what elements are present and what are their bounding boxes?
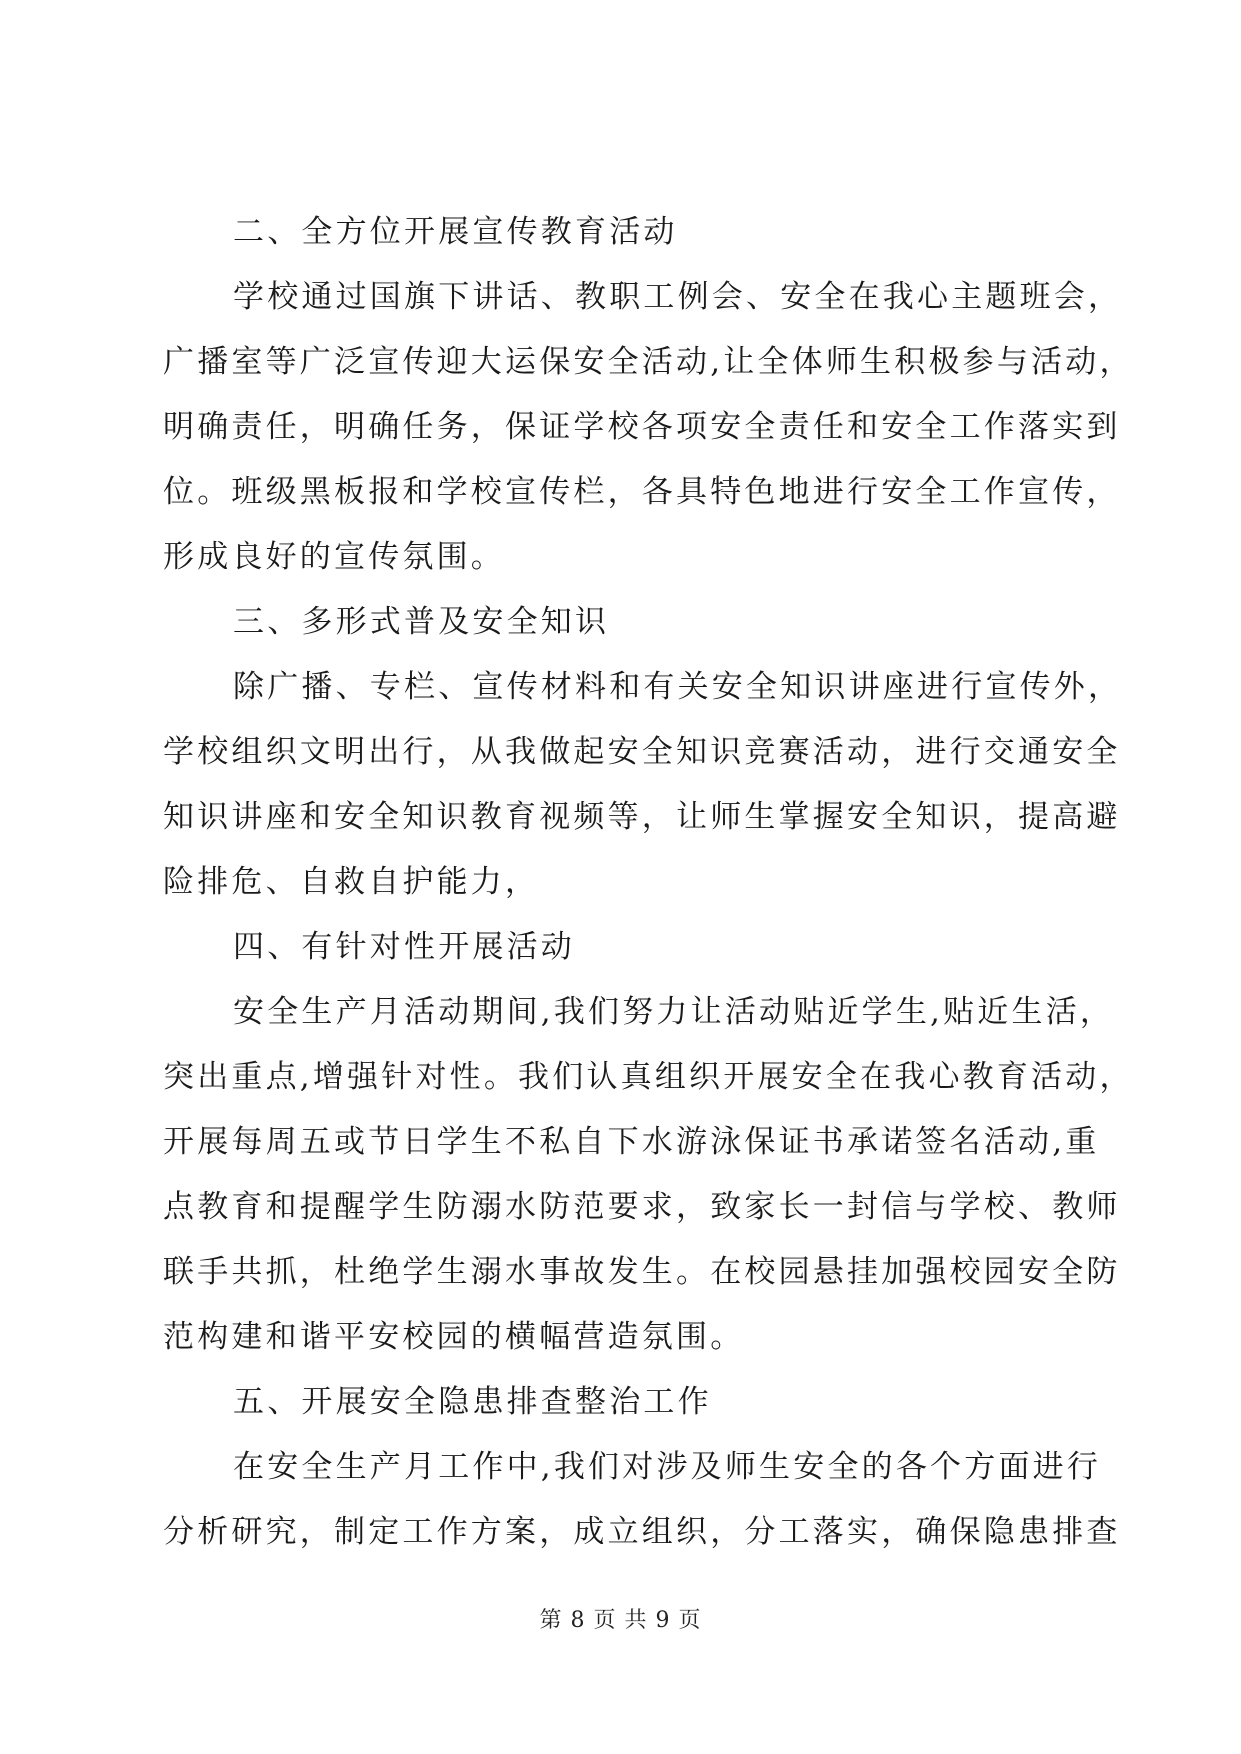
paragraph-line: 知识讲座和安全知识教育视频等，让师生掌握安全知识，提高避 [163, 799, 1121, 835]
paragraph-line: 开展每周五或节日学生不私自下水游泳保证书承诺签名活动,重 [163, 1124, 1100, 1160]
paragraph-line: 位。班级黑板报和学校宣传栏，各具特色地进行安全工作宣传， [163, 474, 1121, 510]
section-heading-4: 四、有针对性开展活动 [233, 929, 575, 965]
paragraph-line: 除广播、专栏、宣传材料和有关安全知识讲座进行宣传外， [233, 669, 1123, 705]
paragraph-line: 在安全生产月工作中,我们对涉及师生安全的各个方面进行 [233, 1449, 1102, 1485]
paragraph-line: 险排危、自救自护能力， [163, 864, 540, 900]
paragraph-line: 点教育和提醒学生防溺水防范要求，致家长一封信与学校、教师 [163, 1189, 1121, 1225]
paragraph-line: 广播室等广泛宣传迎大运保安全活动,让全体师生积极参与活动， [163, 344, 1134, 380]
paragraph-line: 形成良好的宣传氛围。 [163, 539, 505, 575]
section-heading-5: 五、开展安全隐患排查整治工作 [233, 1384, 712, 1420]
paragraph-line: 学校通过国旗下讲话、教职工例会、安全在我心主题班会， [233, 279, 1123, 315]
paragraph-line: 安全生产月活动期间,我们努力让活动贴近学生,贴近生活， [233, 994, 1115, 1030]
paragraph-line: 范构建和谐平安校园的横幅营造氛围。 [163, 1319, 745, 1355]
paragraph-line: 学校组织文明出行，从我做起安全知识竞赛活动，进行交通安全 [163, 734, 1121, 770]
page-number-footer: 第 8 页 共 9 页 [539, 1608, 702, 1633]
paragraph-line: 分析研究，制定工作方案，成立组织，分工落实，确保隐患排查 [163, 1514, 1121, 1550]
section-heading-3: 三、多形式普及安全知识 [233, 604, 610, 640]
paragraph-line: 明确责任，明确任务，保证学校各项安全责任和安全工作落实到 [163, 409, 1121, 445]
section-heading-2: 二、全方位开展宣传教育活动 [233, 214, 678, 250]
paragraph-line: 突出重点,增强针对性。我们认真组织开展安全在我心教育活动， [163, 1059, 1134, 1095]
paragraph-line: 联手共抓，杜绝学生溺水事故发生。在校园悬挂加强校园安全防 [163, 1254, 1121, 1290]
